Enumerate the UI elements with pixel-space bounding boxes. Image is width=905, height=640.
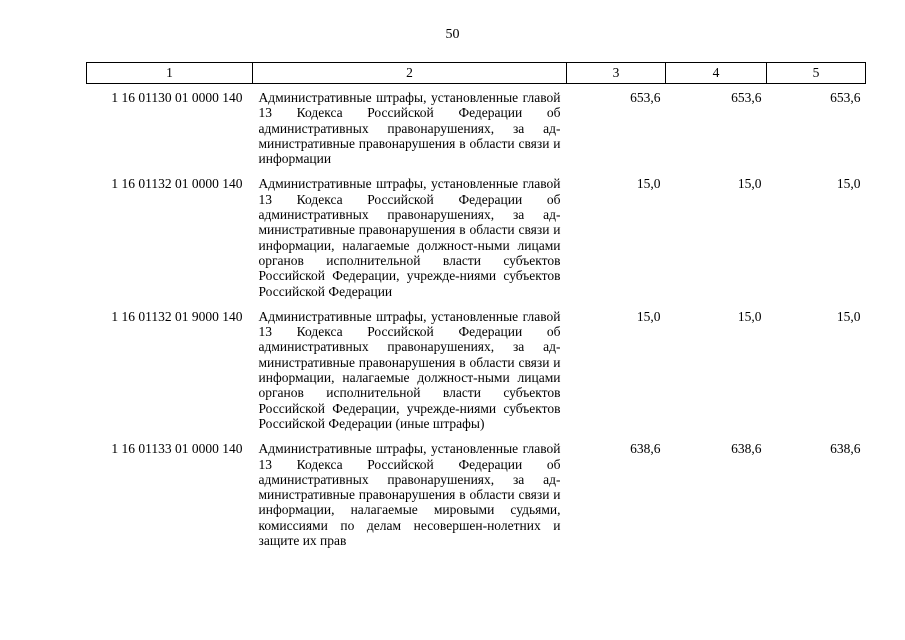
value-col-5: 653,6 xyxy=(830,90,861,105)
value-col-4: 638,6 xyxy=(731,441,762,457)
value-col-5: 638,6 xyxy=(830,441,861,457)
column-header-3: 3 xyxy=(567,63,666,84)
value-col-4: 653,6 xyxy=(731,90,762,105)
value-col-4: 15,0 xyxy=(737,308,762,324)
budget-code: 1 16 01132 01 9000 140 xyxy=(111,308,243,324)
value-col-3: 653,6 xyxy=(630,90,661,105)
value-col-5: 15,0 xyxy=(836,176,861,192)
value-col-3: 15,0 xyxy=(636,308,661,324)
column-header-1: 1 xyxy=(87,63,253,84)
budget-table xyxy=(86,62,866,552)
row-description: Административные штрафы, установленные главой 13 Кодекса Российской Федерации об административных правонарушениях, за ад-министративные правонарушения в области связи и информации xyxy=(258,90,561,167)
row-description: Административные штрафы, установленные главой 13 Кодекса Российской Федерации об административных правонарушениях, за ад-министративные правонарушения в области связи и информации, налагаемые мировыми судьями, комиссиями по делам несовершен-нолетних и защите их прав xyxy=(258,441,561,549)
value-col-5: 15,0 xyxy=(836,308,861,324)
page-number: 50 xyxy=(445,27,460,42)
value-col-4: 15,0 xyxy=(737,176,762,192)
table-row xyxy=(87,435,866,552)
column-header-4: 4 xyxy=(666,63,767,84)
row-description: Административные штрафы, установленные главой 13 Кодекса Российской Федерации об административных правонарушениях, за ад-министративные правонарушения в области связи и информации, налагаемые должност-ными лицами органов исполнительной власти субъектов Российской Федерации, учрежде-ниями субъектов Российской Федерации xyxy=(258,176,561,299)
table-row xyxy=(87,170,866,302)
value-col-3: 15,0 xyxy=(636,176,661,192)
table-row xyxy=(87,303,866,435)
table-header-row xyxy=(87,63,866,84)
value-col-3: 638,6 xyxy=(630,441,661,457)
table-row xyxy=(87,84,866,171)
row-description: Административные штрафы, установленные главой 13 Кодекса Российской Федерации об административных правонарушениях, за ад-министративные правонарушения в области связи и информации, налагаемые должност-ными лицами органов исполнительной власти субъектов Российской Федерации, учрежде-ниями субъектов Российской Федерации (иные штрафы) xyxy=(258,308,561,431)
budget-code: 1 16 01130 01 0000 140 xyxy=(111,90,243,105)
budget-code: 1 16 01132 01 0000 140 xyxy=(111,176,243,192)
column-header-2: 2 xyxy=(253,63,567,84)
column-header-5: 5 xyxy=(767,63,866,84)
budget-code: 1 16 01133 01 0000 140 xyxy=(111,441,243,457)
